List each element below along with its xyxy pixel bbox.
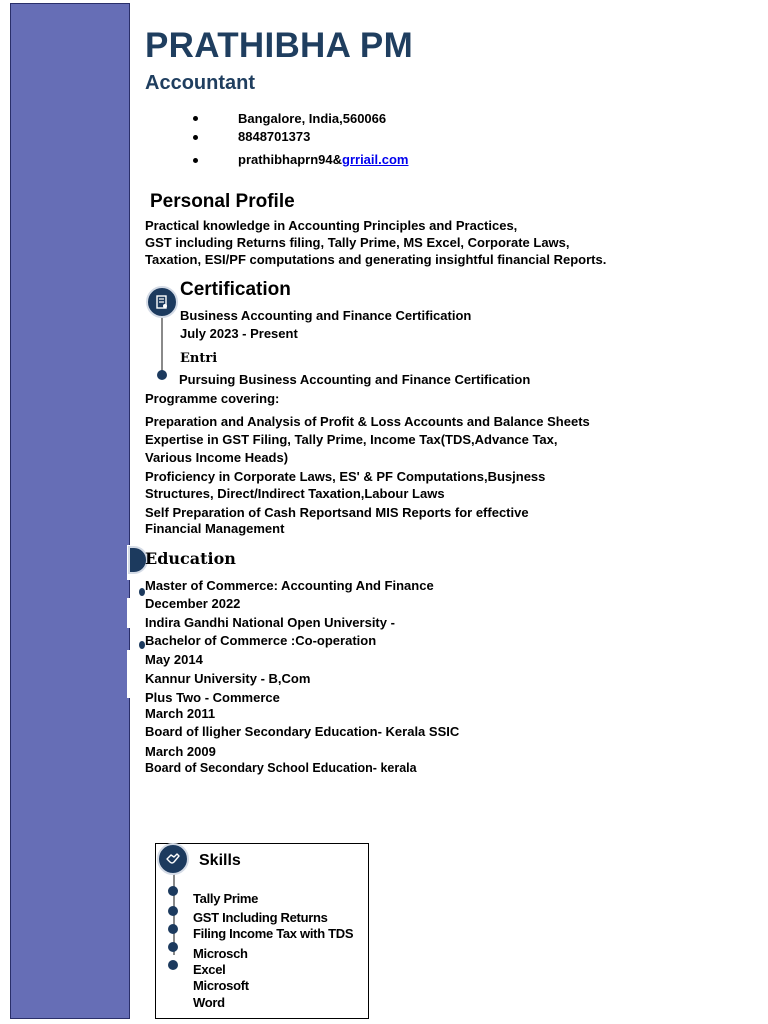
skill-item: Microsoft bbox=[193, 978, 249, 993]
sidebar-notch bbox=[127, 650, 133, 698]
resume-role: Accountant bbox=[145, 72, 255, 94]
education-line: Bachelor of Commerce :Co-operation bbox=[145, 633, 377, 648]
education-line: March 2011 bbox=[145, 706, 216, 721]
skill-item: Word bbox=[193, 995, 225, 1010]
profile-line: Taxation, ESI/PF computations and generating insightful financial Reports. bbox=[145, 252, 607, 267]
education-line: Master of Commerce: Accounting And Finance bbox=[145, 578, 434, 593]
contact-phone: 8848701373 bbox=[238, 129, 311, 144]
certification-institute: Entri bbox=[180, 351, 218, 366]
certification-heading: Certification bbox=[180, 279, 291, 300]
profile-line: GST including Returns filing, Tally Prime, MS Excel, Corporate Laws, bbox=[145, 235, 570, 250]
skills-heading: Skills bbox=[199, 852, 241, 866]
education-line: Plus Two - Commerce bbox=[145, 690, 280, 705]
bullet-icon bbox=[193, 158, 198, 163]
education-heading: Education bbox=[145, 549, 236, 568]
education-line: December 2022 bbox=[145, 596, 241, 611]
profile-line: Practical knowledge in Accounting Principles and Practices, bbox=[145, 218, 518, 233]
timeline-dot-icon bbox=[168, 924, 178, 934]
timeline-dot-icon bbox=[168, 906, 178, 916]
handshake-icon bbox=[157, 843, 189, 875]
bullet-icon bbox=[193, 135, 198, 140]
bullet-icon bbox=[193, 116, 198, 121]
programme-point: Expertise in GST Filing, Tally Prime, Income Tax(TDS,Advance Tax, bbox=[145, 432, 558, 447]
programme-point: Various Income Heads) bbox=[145, 450, 289, 465]
email-link[interactable]: grriail.com bbox=[342, 152, 409, 167]
education-line: Board of lligher Secondary Education- Kerala SSIC bbox=[145, 724, 460, 739]
contact-location: Bangalore, India,560066 bbox=[238, 111, 387, 126]
resume-name: PRATHIBHA PM bbox=[145, 26, 414, 65]
certification-status: Pursuing Business Accounting and Finance Certification bbox=[179, 372, 531, 387]
timeline-dot-icon bbox=[168, 886, 178, 896]
programme-point: Preparation and Analysis of Profit & Loss Accounts and Balance Sheets bbox=[145, 414, 590, 429]
certification-dates: July 2023 - Present bbox=[180, 326, 298, 341]
education-line: Indira Gandhi National Open University - bbox=[145, 615, 395, 630]
programme-point: Self Preparation of Cash Reportsand MIS Reports for effective bbox=[145, 505, 529, 520]
timeline-dot-icon bbox=[157, 370, 167, 380]
education-line: May 2014 bbox=[145, 652, 203, 667]
education-line: Board of Secondary School Education- kerala bbox=[145, 761, 417, 775]
skill-item: Excel bbox=[193, 962, 226, 977]
skill-item: Filing Income Tax with TDS bbox=[193, 926, 354, 941]
contact-email bbox=[238, 152, 408, 167]
programme-point: Proficiency in Corporate Laws, ES' & PF Computations,Busjness bbox=[145, 469, 546, 484]
certification-title: Business Accounting and Finance Certification bbox=[180, 308, 472, 323]
timeline-dot-icon bbox=[168, 960, 178, 970]
programme-point: Financial Management bbox=[145, 521, 285, 536]
certificate-icon bbox=[146, 286, 178, 318]
programme-label: Programme covering: bbox=[145, 391, 280, 406]
profile-heading: Personal Profile bbox=[150, 191, 295, 212]
skill-item: Tally Prime bbox=[193, 891, 259, 906]
timeline-dot-icon bbox=[168, 942, 178, 952]
skill-item: Microsch bbox=[193, 946, 248, 961]
sidebar-band bbox=[10, 3, 130, 1019]
skill-item: GST Including Returns bbox=[193, 910, 328, 925]
education-line: March 2009 bbox=[145, 744, 216, 759]
programme-point: Structures, Direct/Indirect Taxation,Labour Laws bbox=[145, 486, 445, 501]
education-line: Kannur University - B,Com bbox=[145, 671, 311, 686]
sidebar-notch bbox=[127, 598, 133, 628]
email-prefix: prathibhaprn94& bbox=[238, 152, 343, 167]
